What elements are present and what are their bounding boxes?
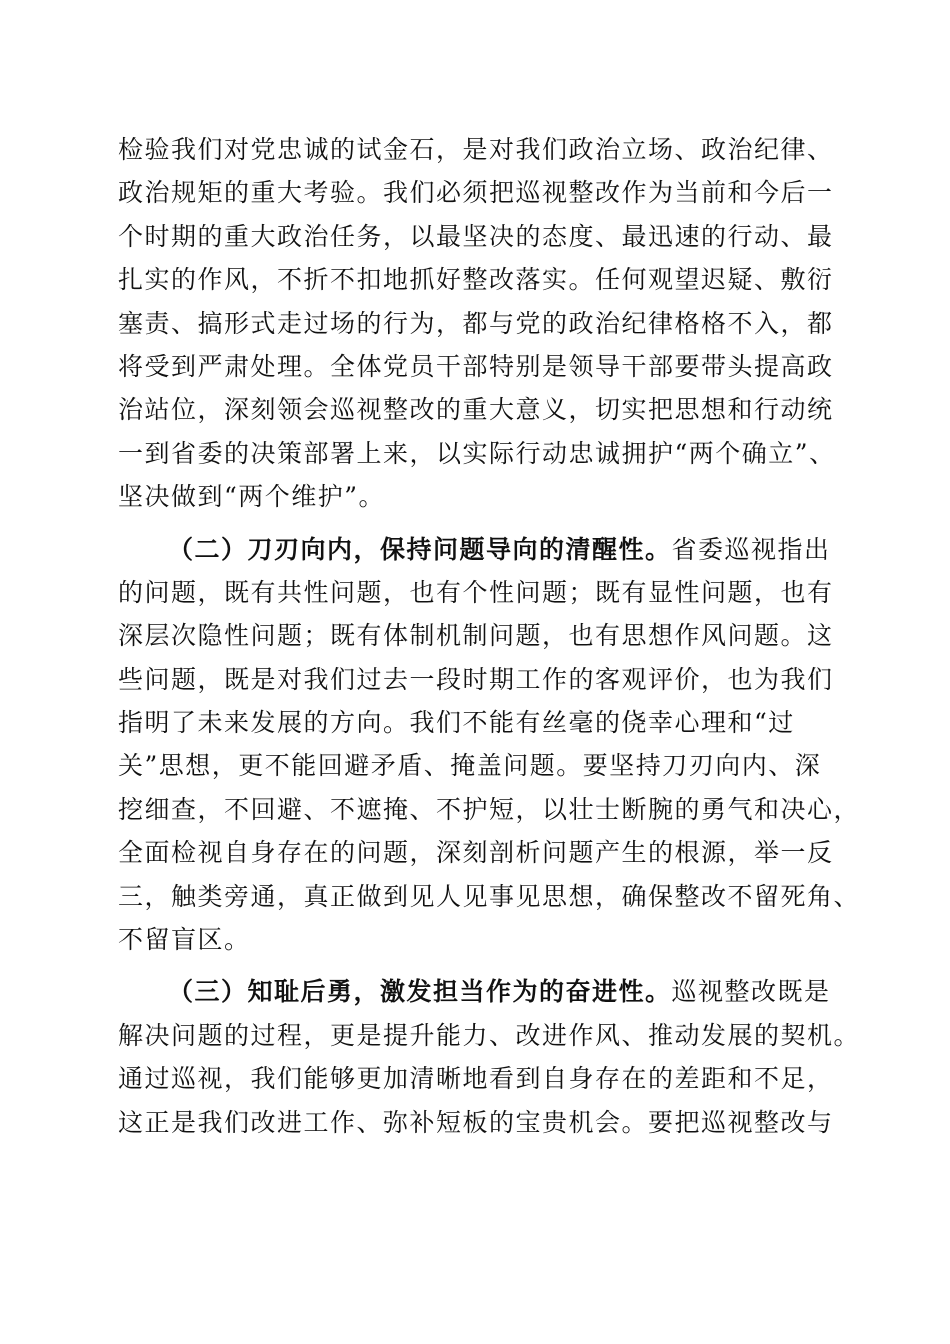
text-line: 这正是我们改进工作、弥补短板的宝贵机会。要把巡视整改与 — [118, 1107, 834, 1137]
document-body — [118, 128, 861, 1144]
text-line: 关”思想，更不能回避矛盾、掩盖问题。要坚持刀刃向内、深 — [118, 751, 822, 781]
paragraph-2 — [118, 528, 861, 962]
text-line: 检验我们对党忠诚的试金石，是对我们政治立场、政治纪律、 — [118, 135, 834, 164]
paragraph-gap — [118, 519, 838, 528]
text-line: 全面检视自身存在的问题，深刻剖析问题产生的根源，举一反 — [118, 838, 834, 868]
text-line: 一到省委的决策部署上来，以实际行动忠诚拥护“两个确立”、 — [118, 438, 836, 468]
text-line: 挖细查，不回避、不遮掩、不护短，以壮士断腕的勇气和决心， — [118, 794, 861, 824]
text-line: 深层次隐性问题；既有体制机制问题，也有思想作风问题。这 — [118, 621, 834, 651]
paragraph-gap — [118, 961, 838, 970]
section-heading-3: （三）知耻后勇，激发担当作为的奋进性。 — [168, 977, 672, 1007]
text-line: 将受到严肃处理。全体党员干部特别是领导干部要带头提高政 — [118, 351, 834, 381]
text-line: 三，触类旁通，真正做到见人见事见思想，确保整改不留死角、 — [118, 881, 861, 911]
paragraph-3 — [118, 970, 861, 1144]
text-line: 解决问题的过程，更是提升能力、改进作风、推动发展的契机。 — [118, 1020, 861, 1050]
text-line: 扎实的作风，不折不扣地抓好整改落实。任何观望迟疑、敷衍 — [118, 265, 834, 295]
paragraph-first-line — [118, 528, 838, 571]
paragraph-first-line — [118, 970, 838, 1013]
text-line: 的问题，既有共性问题，也有个性问题；既有显性问题，也有 — [118, 577, 834, 607]
text-line: 些问题，既是对我们过去一段时期工作的客观评价，也为我们 — [118, 664, 834, 694]
text-run: 巡视整改既是 — [671, 977, 831, 1007]
text-line: 指明了未来发展的方向。我们不能有丝毫的侥幸心理和“过 — [118, 708, 795, 738]
text-line: 个时期的重大政治任务，以最坚决的态度、最迅速的行动、最 — [118, 221, 834, 251]
paragraph-1 — [118, 128, 838, 519]
text-line: 塞责、搞形式走过场的行为，都与党的政治纪律格格不入，都 — [118, 308, 834, 338]
text-line: 治站位，深刻领会巡视整改的重大意义，切实把思想和行动统 — [118, 395, 834, 425]
section-heading-2: （二）刀刃向内，保持问题导向的清醒性。 — [168, 534, 672, 564]
text-line: 坚决做到“两个维护”。 — [118, 482, 386, 512]
text-line: 政治规矩的重大考验。我们必须把巡视整改作为当前和今后一 — [118, 178, 834, 208]
text-line: 不留盲区。 — [118, 925, 251, 955]
text-run: 省委巡视指出 — [671, 534, 831, 564]
text-line: 通过巡视，我们能够更加清晰地看到自身存在的差距和不足， — [118, 1064, 834, 1094]
